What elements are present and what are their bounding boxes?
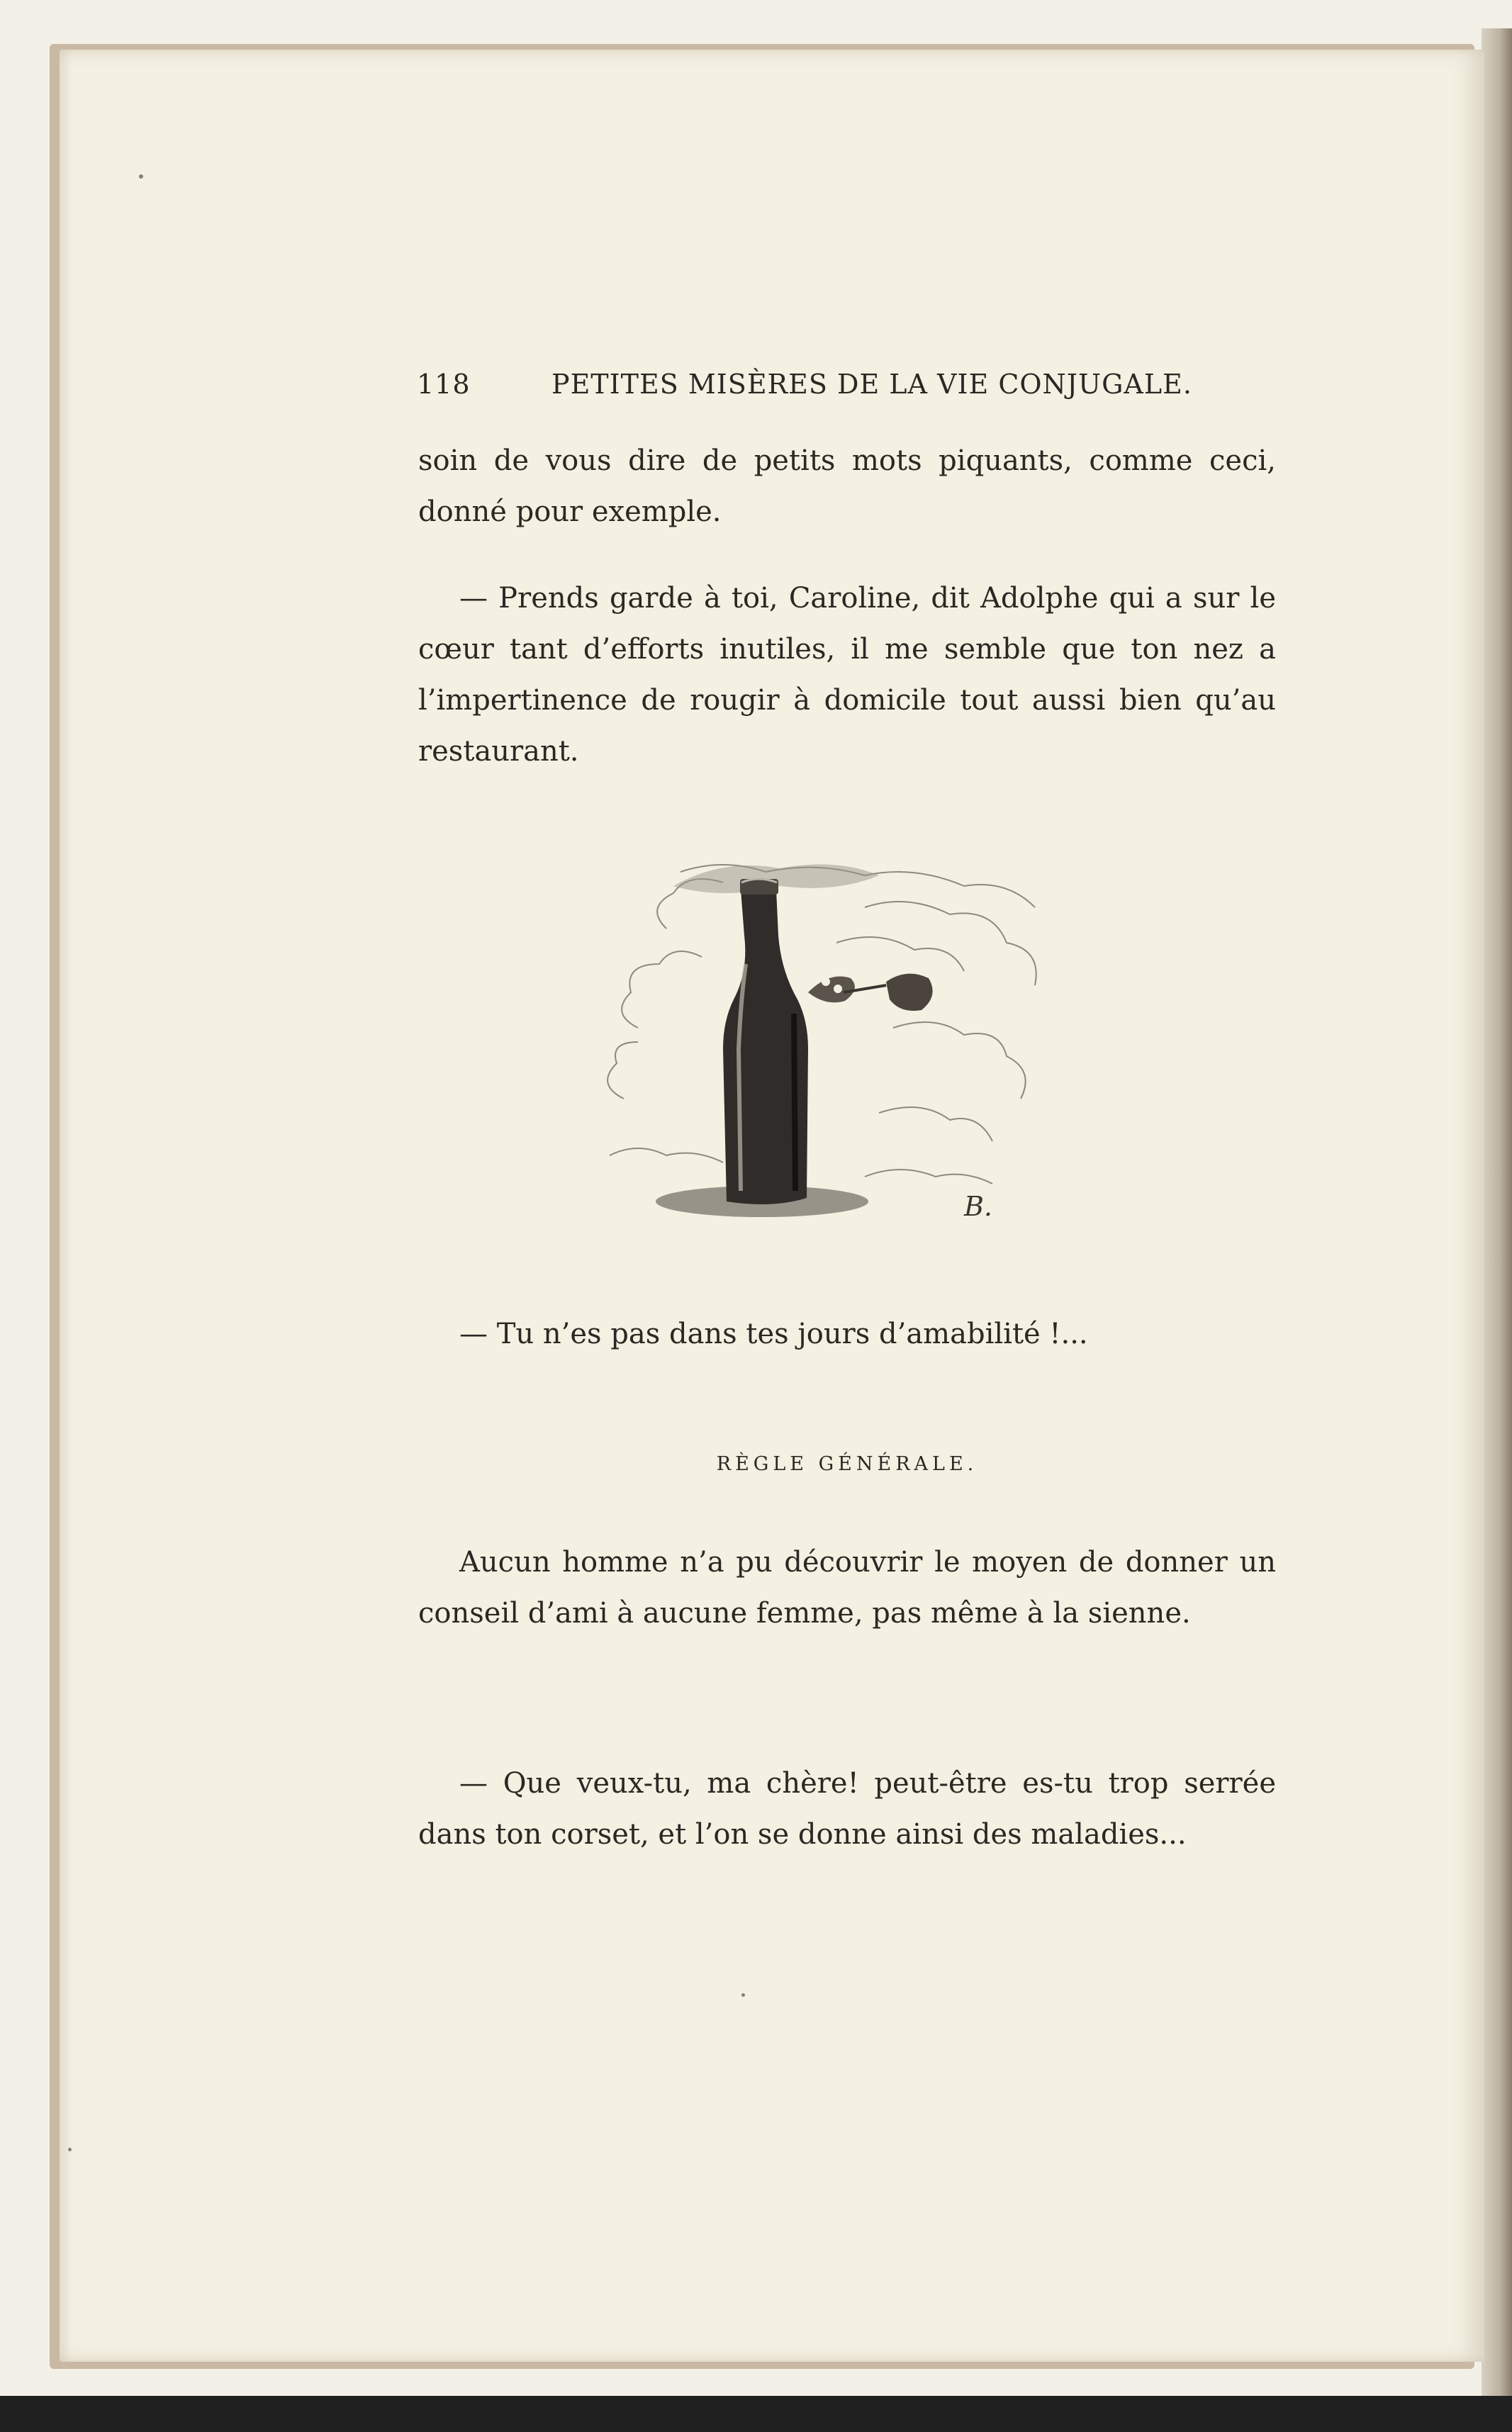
speck [68, 2148, 72, 2151]
paragraph: — Tu n’es pas dans tes jours d’amabilité !... [459, 1318, 1088, 1350]
illustration-signature: B. [964, 1191, 993, 1222]
paragraph-2-block [418, 573, 1276, 777]
paragraph: soin de vous dire de petits mots piquants, comme ceci, donné pour exemple. [418, 444, 1276, 528]
running-head [417, 369, 1192, 400]
page-edge [1482, 28, 1512, 2396]
paragraph: Aucun homme n’a pu découvrir le moyen de donner un conseil d’ami à aucune femme, pas même à la sienne. [418, 1546, 1276, 1630]
paragraph-1-block [418, 435, 1276, 537]
bottle-engraving-icon [581, 844, 1120, 1240]
rule-paragraph-1-block [418, 1537, 1276, 1639]
speck [139, 174, 143, 179]
page-number: 118 [417, 369, 471, 400]
paragraph: — Prends garde à toi, Caroline, dit Adolphe qui a sur le cœur tant d’efforts inutiles, il me semble que ton nez a l’impertinence de rougir à domicile tout aussi bien qu’au restaurant. [418, 582, 1276, 768]
paragraph: — Que veux-tu, ma chère! peut-être es-tu trop serrée dans ton corset, et l’on se donne ainsi des maladies... [418, 1767, 1276, 1851]
scanner-bar [0, 2396, 1512, 2432]
speck [741, 1993, 745, 1997]
rule-paragraph-2-block [418, 1758, 1276, 1860]
paragraph-3-block [418, 1309, 1276, 1360]
running-title: PETITES MISÈRES DE LA VIE CONJUGALE. [551, 369, 1192, 400]
section-heading: RÈGLE GÉNÉRALE. [716, 1453, 978, 1475]
